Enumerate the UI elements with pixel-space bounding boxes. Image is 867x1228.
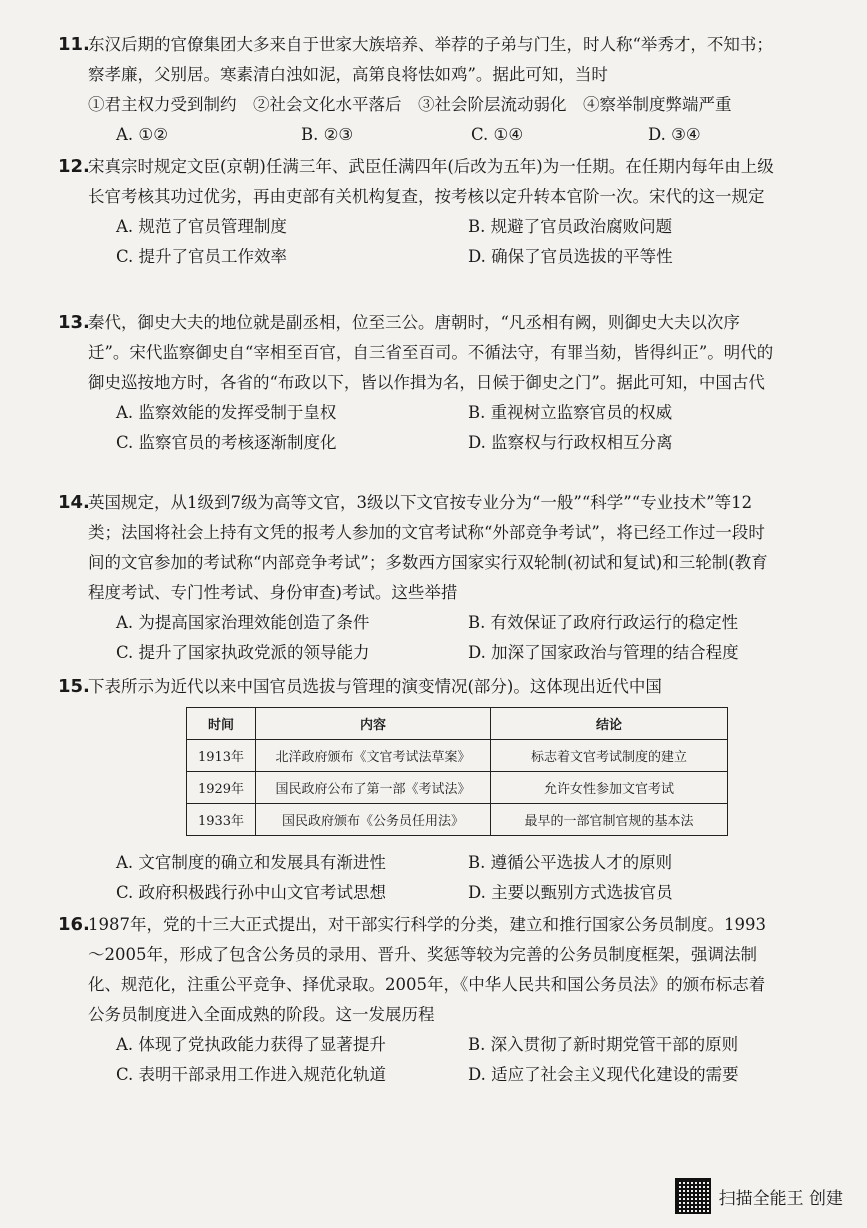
options-row xyxy=(88,1060,778,1090)
table-cell: 北洋政府颁布《文官考试法草案》 xyxy=(256,740,491,772)
option-a[interactable]: A. 体现了党执政能力获得了显著提升 xyxy=(116,1035,386,1054)
question-11 xyxy=(58,30,778,150)
table-header: 时间 xyxy=(187,708,256,740)
option-a[interactable]: A. 文官制度的确立和发展具有渐进性 xyxy=(116,853,386,872)
options-row xyxy=(88,638,778,668)
question-stem: 东汉后期的官僚集团大多来自于世家大族培养、举荐的子弟与门生，时人称“举秀才，不知书；察孝廉，父别居。寒素清白浊如泥，高第良将怯如鸡”。据此可知，当时 xyxy=(88,35,773,84)
table-row xyxy=(187,772,728,804)
question-stem: 1987年，党的十三大正式提出，对干部实行科学的分类，建立和推行国家公务员制度。1993～2005年，形成了包含公务员的录用、晋升、奖惩等较为完善的公务员制度框架，强调法制化、规范化，注重公平竞争、择优录取。2005年，《中华人民共和国公务员法》的颁布标志着公务员制度进入全面成熟的阶段。这一发展历程 xyxy=(88,915,766,1024)
option-c[interactable]: C. 提升了国家执政党派的领导能力 xyxy=(116,643,370,662)
table-row xyxy=(187,804,728,836)
table-cell: 最早的一部官制官规的基本法 xyxy=(491,804,728,836)
question-number: 14. xyxy=(58,492,90,513)
options-row xyxy=(88,608,778,638)
option-d[interactable]: D. 确保了官员选拔的平等性 xyxy=(468,247,673,266)
option-b[interactable]: B. 遵循公平选拔人才的原则 xyxy=(468,853,673,872)
table-cell: 国民政府公布了第一部《考试法》 xyxy=(256,772,491,804)
option-a[interactable]: A. 规范了官员管理制度 xyxy=(116,217,287,236)
table-cell: 1913年 xyxy=(187,740,256,772)
option-b[interactable]: B. 深入贯彻了新时期党管干部的原则 xyxy=(468,1035,739,1054)
scanner-watermark xyxy=(675,1178,843,1214)
options-row xyxy=(88,428,778,458)
question-number: 12. xyxy=(58,156,90,177)
table-cell: 国民政府颁布《公务员任用法》 xyxy=(256,804,491,836)
table-row xyxy=(187,740,728,772)
option-d[interactable]: D. ③④ xyxy=(648,125,701,144)
question-number: 15. xyxy=(58,676,90,697)
table-cell: 允许女性参加文官考试 xyxy=(491,772,728,804)
question-12 xyxy=(58,152,778,272)
options-row xyxy=(88,120,778,150)
question-stem: 下表所示为近代以来中国官员选拔与管理的演变情况(部分)。这体现出近代中国 xyxy=(88,677,662,696)
question-number: 13. xyxy=(58,312,90,333)
question-stem: 秦代，御史大夫的地位就是副丞相，位至三公。唐朝时，“凡丞相有阙，则御史大夫以次序迁”。宋代监察御史自“宰相至百官，自三省至百司。不循法守，有罪当劾，皆得纠正”。明代的御史巡按地方时，各省的“布政以下，皆以作揖为名，日候于御史之门”。据此可知，中国古代 xyxy=(88,313,774,392)
table-header-row xyxy=(187,708,728,740)
option-d[interactable]: D. 加深了国家政治与管理的结合程度 xyxy=(468,643,739,662)
qr-code-icon xyxy=(675,1178,711,1214)
question-15 xyxy=(58,672,778,702)
table-cell: 1933年 xyxy=(187,804,256,836)
option-c[interactable]: C. ①④ xyxy=(471,125,524,144)
option-b[interactable]: B. 重视树立监察官员的权威 xyxy=(468,403,673,422)
options-row xyxy=(88,242,778,272)
table-cell: 1929年 xyxy=(187,772,256,804)
option-b[interactable]: B. 有效保证了政府行政运行的稳定性 xyxy=(468,613,739,632)
question-15-options xyxy=(88,848,778,908)
option-d[interactable]: D. 主要以甄别方式选拔官员 xyxy=(468,883,673,902)
options-row xyxy=(88,848,778,878)
question-number: 16. xyxy=(58,914,90,935)
option-a[interactable]: A. ①② xyxy=(116,125,168,144)
table-header: 结论 xyxy=(491,708,728,740)
options-row xyxy=(88,398,778,428)
option-a[interactable]: A. 监察效能的发挥受制于皇权 xyxy=(116,403,337,422)
watermark-text: 扫描全能王 创建 xyxy=(718,1188,843,1209)
question-number: 11. xyxy=(58,34,90,55)
options-row xyxy=(88,878,778,908)
question-sub-items: ①君主权力受到制约 ②社会文化水平落后 ③社会阶层流动弱化 ④察举制度弊端严重 xyxy=(88,95,732,114)
option-b[interactable]: B. ②③ xyxy=(301,125,354,144)
option-b[interactable]: B. 规避了官员政治腐败问题 xyxy=(468,217,673,236)
option-c[interactable]: C. 政府积极践行孙中山文官考试思想 xyxy=(116,883,387,902)
option-c[interactable]: C. 提升了官员工作效率 xyxy=(116,247,288,266)
options-row xyxy=(88,1030,778,1060)
options-row xyxy=(88,212,778,242)
option-d[interactable]: D. 监察权与行政权相互分离 xyxy=(468,433,673,452)
question-stem: 英国规定，从1级到7级为高等文官，3级以下文官按专业分为“一般”“科学”“专业技术”等12类；法国将社会上持有文凭的报考人参加的文官考试称“外部竞争考试”，将已经工作过一段时间的文官参加的考试称“内部竞争考试”；多数西方国家实行双轮制(初试和复试)和三轮制(教育程度考试、专门性考试、身份审查)考试。这些举措 xyxy=(88,493,768,602)
option-c[interactable]: C. 监察官员的考核逐渐制度化 xyxy=(116,433,337,452)
question-16 xyxy=(58,910,778,1090)
option-c[interactable]: C. 表明干部录用工作进入规范化轨道 xyxy=(116,1065,387,1084)
question-14 xyxy=(58,488,778,668)
option-a[interactable]: A. 为提高国家治理效能创造了条件 xyxy=(116,613,370,632)
table-header: 内容 xyxy=(256,708,491,740)
question-13 xyxy=(58,308,778,458)
history-table xyxy=(186,707,728,836)
option-d[interactable]: D. 适应了社会主义现代化建设的需要 xyxy=(468,1065,739,1084)
table-cell: 标志着文官考试制度的建立 xyxy=(491,740,728,772)
question-stem: 宋真宗时规定文臣(京朝)任满三年、武臣任满四年(后改为五年)为一任期。在任期内每年由上级长官考核其功过优劣，再由吏部有关机构复查，按考核以定升转本官阶一次。宋代的这一规定 xyxy=(88,157,774,206)
